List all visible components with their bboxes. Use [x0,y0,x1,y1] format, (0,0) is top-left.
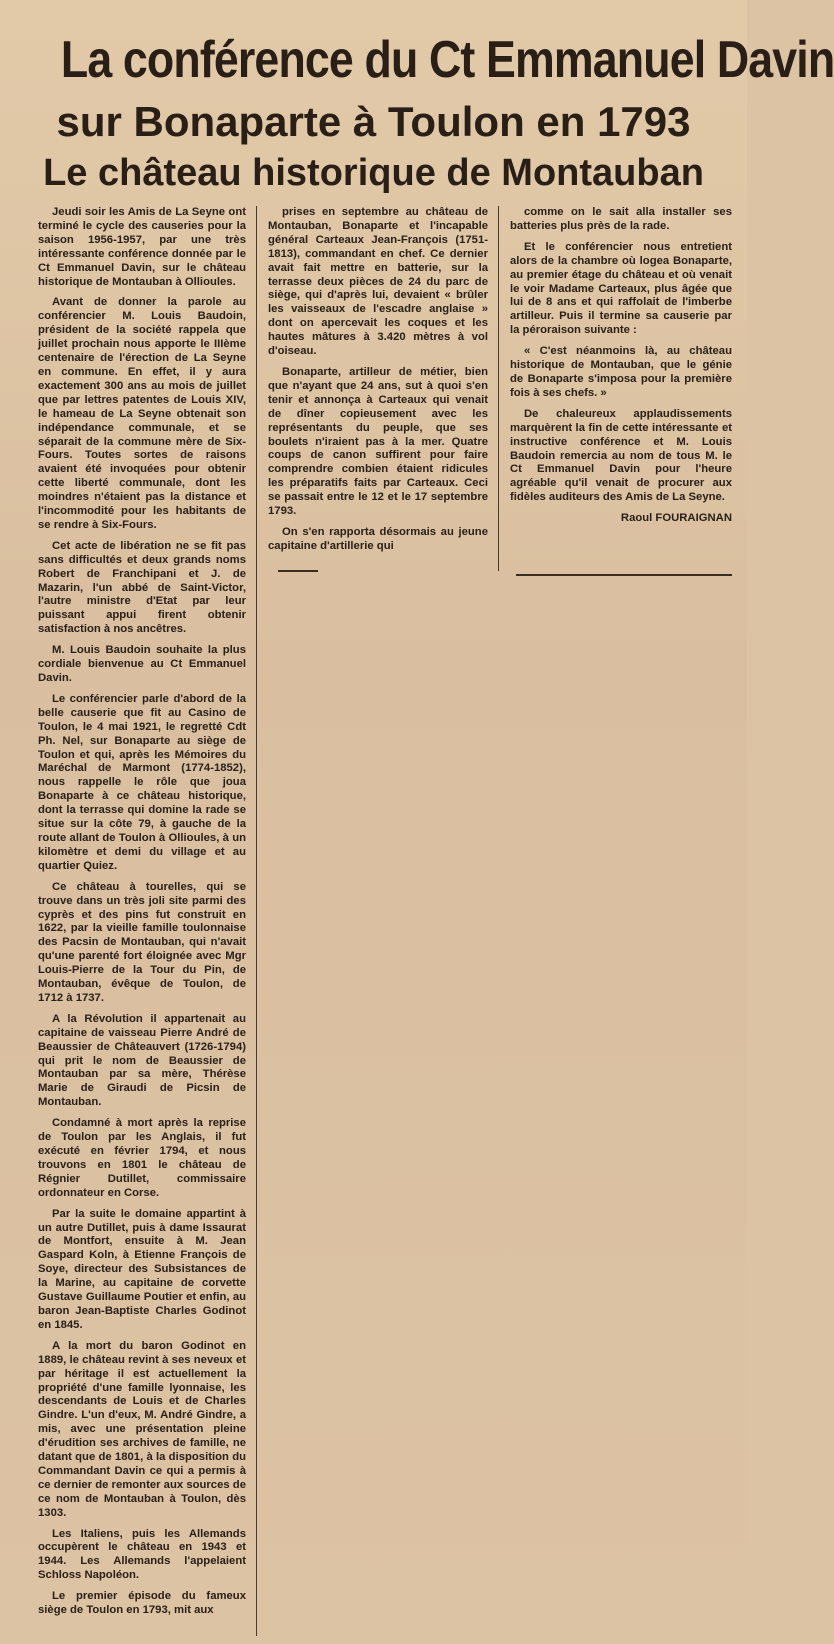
paragraph: comme on le sait alla installer ses batteries plus près de la rade. [510,206,732,232]
headline-line-2: sur Bonaparte à Toulon en 1793 [56,98,691,145]
paragraph: Les Italiens, puis les Allemands occupèrent le château en 1943 et 1944. Les Allemands l'appelaient Schloss Napoléon. [38,1527,246,1582]
paragraph: Condamné à mort après la reprise de Toulon par les Anglais, il fut exécuté en février 1794, et nous trouvons en 1801 le château de Régnier Dutillet, commissaire ordonnateur en Corse. [38,1117,246,1199]
author-signature: Raoul FOURAIGNAN [620,512,732,525]
article-end-rule [516,574,732,576]
paragraph: Et le conférencier nous entretient alors de la chambre où logea Bonaparte, au premier étage du château et où venait le voir Madame Carteaux, plus âgée que lui de 8 ans et qui raffolait de l'imberbe artilleur. Puis il termine sa causerie par la péroraison suivante : [510,240,732,337]
paragraph: prises en septembre au château de Montauban, Bonaparte et l'incapable général Carteaux Jean-François (1751-1813), commandant en chef. Ce dernier avait fait mettre en batterie, sur la terrasse deux pièces de 24 du parc de siège, qui d'après lui, devaient « brûler les vaisseaux de l'escadre anglaise » dont on apercevait les coques et les hautes mâtures à 3.420 mètres à vol d'oiseau. [268,206,488,358]
paragraph: Jeudi soir les Amis de La Seyne ont terminé le cycle des causeries pour la saison 1956-1957, par une très intéressante conférence donnée par le Ct Emmanuel Davin, sur le château historique de Montauban à Ollioules. [38,206,246,288]
paragraph: Ce château à tourelles, qui se trouve dans un très joli site parmi des cyprès et des pins fut construit en 1622, par la vieille famille toulonnaise des Pacsin de Montauban, qui n'avait qu'une parenté fort éloignée avec Mgr Louis-Pierre de la Tour du Pin, de Montauban, évêque de Toulon, de 1712 à 1737. [38,880,246,1004]
paragraph: Le conférencier parle d'abord de la belle causerie que fit au Casino de Toulon, le 4 mai 1921, le regretté Cdt Ph. Nel, sur Bonaparte au siège de Toulon et qui, après les Mémoires du Maréchal de Marmont (1774-1852), nous rappelle le rôle que joua Bonaparte à ce château historique, dont la terrasse qui domine la rade se situe sur la côte 79, à gauche de la route allant de Toulon à Ollioules, à un kilomètre et demi du village et au quartier Quiez. [38,692,246,872]
paragraph: A la Révolution il appartenait au capitaine de vaisseau Pierre André de Beaussier de Châteauvert (1726-1794) qui prit le nom de Beaussier de Montauban par sa mère, Thérèse Marie de Giraudi de Picsin de Montauban. [38,1012,246,1109]
headline-line-1: La conférence du Ct Emmanuel Davin [60,31,834,89]
article-column-2 [268,206,488,561]
paragraph: Avant de donner la parole au conférencier M. Louis Baudoin, président de la société rappela que juillet prochain nous apporte le IIIème centenaire de l'érection de La Seyne en commune. En effet, il y aura exactement 300 ans au mois de juillet que par lettres patentes de Louis XIV, le hameau de La Seyne obtenait son indépendance communale, et se séparait de la commune mère de Six-Fours. Toutes sortes de raisons avaient été invoquées pour obtenir cette liberté communale, dont les moindres n'étaient pas la distance et l'incommodité pour les habitants de se rendre à Six-Fours. [38,296,246,531]
column-rule [256,206,257,1636]
paragraph: Bonaparte, artilleur de métier, bien que n'ayant que 24 ans, sut à quoi s'en tenir et annonça à Carteaux qui venait de dîner copieusement avec les représentants du peuple, que ses boulets n'iraient pas à la mer. Quatre coups de canon suffirent pour faire comprendre combien étaient ridicules les préparatifs faits par Carteaux. Ceci se passait entre le 12 et le 17 septembre 1793. [268,365,488,518]
paragraph: Le premier épisode du fameux siège de Toulon en 1793, mit aux [38,1590,246,1617]
column-end-rule [278,570,318,572]
article-column-3 [510,206,732,533]
column-rule [498,206,499,571]
paragraph: A la mort du baron Godinot en 1889, le château revint à ses neveux et par héritage il est actuellement la propriété d'une famille lyonnaise, les descendants de Louis et de Charles Gindre. L'un d'eux, M. André Gindre, a mis, avec une présentation pleine d'érudition ses archives de famille, ne datant que de 1801, à la disposition du Commandant Davin ce qui a permis à ce dernier de remonter aux sources de ce nom de Montauban à Toulon, dès 1303. [38,1339,246,1519]
headline-line-3: Le château historique de Montauban [43,152,704,194]
paragraph: Par la suite le domaine appartint à un autre Dutillet, puis à dame Issaurat de Montfort, ensuite à M. Jean Gaspard Koln, à Etienne François de Soye, directeur des Subsistances de la Marine, au capitaine de corvette Gustave Guillaume Poutier et enfin, au baron Jean-Baptiste Charles Godinot en 1845. [38,1207,246,1331]
paragraph: On s'en rapporta désormais au jeune capitaine d'artillerie qui [268,525,488,552]
paragraph: Cet acte de libération ne se fit pas sans difficultés et deux grands noms Robert de Franchipani et J. de Mazarin, l'un abbé de Saint-Victor, l'autre ministre d'Etat par leur puissant appui firent obtenir satisfaction à nos ancêtres. [38,539,246,636]
article-column-1 [38,206,246,1625]
paragraph: M. Louis Baudoin souhaite la plus cordiale bienvenue au Ct Emmanuel Davin. [38,644,246,684]
paragraph: « C'est néanmoins là, au château historique de Montauban, que le génie de Bonaparte s'imposa pour la première fois à ses chefs. » [510,345,732,399]
paragraph: De chaleureux applaudissements marquèrent la fin de cette intéressante et instructive conférence et M. Louis Baudoin remercia au nom de tous M. le Ct Emmanuel Davin pour l'heure agréable qu'il venait de procurer aux fidèles auditeurs des Amis de La Seyne. [510,407,732,504]
